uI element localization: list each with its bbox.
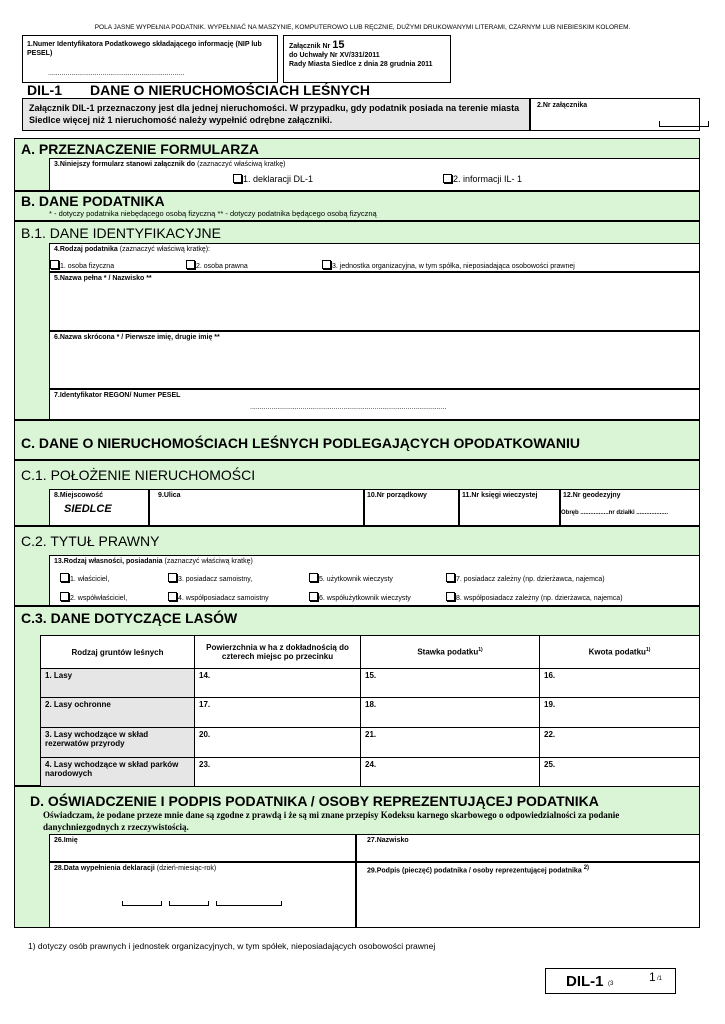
checkbox-icon[interactable] (309, 592, 318, 601)
attachment-resolution: do Uchwały Nr XV/331/2011 (289, 52, 380, 59)
land-register-label: 11.Nr księgi wieczystej (462, 492, 538, 499)
q3-label: 3.Niniejszy formularz stanowi załącznik do (54, 161, 196, 168)
forests-table (40, 635, 700, 786)
q13-option-1[interactable] (60, 573, 109, 583)
checkbox-icon[interactable] (443, 174, 452, 183)
rate-cell[interactable]: 24. (361, 758, 540, 787)
locality-field[interactable] (49, 489, 149, 526)
header-area: Powierzchnia w ha z dokładnością do czterech miejsc po przecinku (195, 636, 361, 669)
attachment-prefix: Załącznik Nr (289, 43, 331, 50)
section-b-title: B. DANE PODATNIKA (21, 193, 165, 209)
q13-option-1-label: 1. właściciel, (70, 576, 110, 583)
q3-option-1-label: 1. deklaracji DL-1 (243, 174, 314, 184)
short-name-field[interactable] (49, 331, 700, 389)
checkbox-icon[interactable] (50, 260, 59, 269)
intro-box (22, 98, 530, 131)
area-cell[interactable]: 23. (195, 758, 361, 787)
area-cell[interactable]: 14. (195, 669, 361, 698)
full-name-field[interactable] (49, 272, 700, 331)
section-c2-title: C.2. TYTUŁ PRAWNY (21, 533, 160, 549)
amount-cell[interactable]: 19. (540, 698, 700, 728)
geodesic-number-label: 12.Nr geodezyjny (563, 492, 621, 499)
page-total: /1 (657, 976, 663, 982)
last-name-field[interactable] (356, 834, 700, 862)
q4-option-2[interactable] (186, 260, 248, 270)
section-a-title: A. PRZEZNACZENIE FORMULARZA (21, 141, 259, 157)
signature-field[interactable] (356, 862, 700, 928)
checkbox-icon[interactable] (233, 174, 242, 183)
q13-option-2-label: 2. współwłaściciel, (70, 595, 128, 602)
header-land-type: Rodzaj gruntów leśnych (41, 636, 195, 669)
fill-instruction: POLA JASNE WYPEŁNIA PODATNIK. WYPEŁNIAĆ NA MASZYNIE, KOMPUTEROWO LUB RĘCZNIE, DUŻYMI DRUKOWANYMI LITERAMI, CZARNYM LUB NIEBIESKIM KOLOREM. (94, 24, 631, 31)
checkbox-icon[interactable] (309, 573, 318, 582)
last-name-label: 27.Nazwisko (367, 837, 409, 844)
signature-footnote-mark: 2) (583, 865, 590, 871)
q13-option-8-label: 8. współposiadacz zależny (np. dzierżawca, najemca) (456, 595, 623, 602)
q13-option-4[interactable] (168, 592, 269, 602)
section-a (14, 138, 700, 191)
row-label: 1. Lasy (41, 669, 195, 698)
rate-cell[interactable]: 18. (361, 698, 540, 728)
q3-option-1[interactable] (233, 174, 313, 184)
nip-field-label: 1.Numer Identyfikatora Podatkowego składającego informację (NIP lub PESEL) (27, 41, 262, 57)
fill-date-hint: (dzień-miesiąc-rok) (156, 865, 217, 872)
checkbox-icon[interactable] (446, 573, 455, 582)
amount-cell[interactable]: 16. (540, 669, 700, 698)
footer-code: DIL-1 (566, 973, 604, 990)
q13-option-7[interactable] (446, 573, 605, 583)
row-label: 4. Lasy wchodzące w skład parków narodowych (41, 758, 195, 787)
attachment-info-box (283, 35, 451, 83)
section-b1-title: B.1. DANE IDENTYFIKACYJNE (21, 225, 221, 241)
q13-option-7-label: 7. posiadacz zależny (np. dzierżawca, najemca) (456, 576, 605, 583)
section-c1-title: C.1. POŁOŻENIE NIERUCHOMOŚCI (21, 467, 256, 483)
section-c2 (14, 526, 700, 606)
q13-option-6[interactable] (309, 592, 411, 602)
q13-option-5-label: 5. użytkownik wieczysty (319, 576, 393, 583)
regon-pesel-dots: ..................................................................................................... (250, 404, 447, 411)
header-tax-amount: Kwota podatku$^{1)}$ (540, 636, 700, 669)
q4-option-3-label: 3. jednostka organizacyjna, w tym spółka, nieposiadająca osobowości prawnej (332, 263, 575, 270)
locality-label: 8.Miejscowość (54, 492, 104, 499)
nip-field-dots: ...................................................................... (48, 70, 185, 77)
q13-field (49, 555, 700, 606)
form-code: DIL-1 (27, 82, 62, 98)
checkbox-icon[interactable] (168, 592, 177, 601)
first-name-field[interactable] (49, 834, 356, 862)
checkbox-icon[interactable] (60, 573, 69, 582)
q4-hint: (zaznaczyć właściwą kratkę): (119, 246, 210, 253)
q13-option-4-label: 4. współposiadacz samoistny (178, 595, 269, 602)
table-row (41, 758, 700, 787)
fill-date-label: 28.Data wypełnienia deklaracji (54, 865, 155, 872)
table-row (41, 669, 700, 698)
section-c-title: C. DANE O NIERUCHOMOŚCIACH LEŚNYCH PODLEGAJĄCYCH OPODATKOWANIU (21, 435, 580, 451)
form-title: DANE O NIERUCHOMOŚCIACH LEŚNYCH (90, 82, 371, 98)
attachment-number-ticks (659, 121, 709, 127)
attachment-number-field[interactable] (530, 98, 700, 131)
q3-field (49, 158, 700, 191)
number-field[interactable] (364, 489, 459, 526)
q4-option-1[interactable] (50, 260, 114, 270)
q4-field (49, 243, 700, 272)
footnote: 1) dotyczy osób prawnych i jednostek organizacyjnych, w tym spółek, nieposiadających osobowości prawnej (28, 941, 436, 951)
checkbox-icon[interactable] (322, 260, 331, 269)
footer-code-box (545, 968, 676, 994)
section-c1 (14, 460, 700, 526)
section-c3-title: C.3. DANE DOTYCZĄCE LASÓW (21, 610, 238, 626)
row-label: 2. Lasy ochronne (41, 698, 195, 728)
table-row (41, 698, 700, 728)
area-cell[interactable]: 17. (195, 698, 361, 728)
q13-option-3-label: 3. posiadacz samoistny, (178, 576, 253, 583)
amount-cell[interactable]: 22. (540, 728, 700, 758)
checkbox-icon[interactable] (186, 260, 195, 269)
q13-option-6-label: 6. współużytkownik wieczysty (319, 595, 411, 602)
intro-text: Załącznik DIL-1 przeznaczony jest dla jednej nieruchomości. W przypadku, gdy podatnik posiada na terenie miasta Siedlce więcej niż 1 nieruchomość należy wypełnić odrębne załączniki. (29, 103, 520, 125)
q13-option-5[interactable] (309, 573, 393, 583)
locality-value: SIEDLCE (64, 503, 112, 515)
regon-pesel-label: 7.Identyfikator REGON/ Numer PESEL (54, 392, 181, 399)
q3-option-2[interactable] (443, 174, 522, 184)
section-b-note: * - dotyczy podatnika niebędącego osobą fizyczną ** - dotyczy podatnika będącego osobą fizyczną (49, 209, 377, 218)
q3-hint: (zaznaczyć właściwą kratkę) (197, 161, 286, 168)
attachment-number: 15 (332, 39, 345, 51)
q13-option-8[interactable] (446, 592, 623, 602)
short-name-label: 6.Nazwa skrócona * / Pierwsze imię, drugie imię ** (54, 334, 220, 341)
land-register-field[interactable] (459, 489, 560, 526)
q3-option-2-label: 2. informacji IL- 1 (453, 174, 523, 184)
street-label: 9.Ulica (158, 492, 181, 499)
q13-hint: (zaznaczyć właściwą kratkę) (164, 558, 253, 565)
first-name-label: 26.Imię (54, 837, 78, 844)
section-d-statement: Oświadczam, że podane przeze mnie dane są zgodne z prawdą i że są mi znane przepisy Kodeksu karnego skarbowego o odpowiedzialności za podanie danychniezgodnych z rzeczywistością. (43, 810, 620, 832)
q4-option-2-label: 2. osoba prawna (196, 263, 248, 270)
section-c (14, 420, 700, 460)
attachment-council: Rady Miasta Siedlce z dnia 28 grudnia 2011 (289, 61, 433, 68)
q13-label: 13.Rodzaj własności, posiadania (54, 558, 163, 565)
full-name-label: 5.Nazwa pełna * / Nazwisko ** (54, 275, 152, 282)
page-number: 1 (649, 970, 656, 984)
signature-label: 29.Podpis (pieczęć) podatnika / osoby reprezentującej podatnika (367, 867, 582, 875)
header-tax-rate: Stawka podatku$^{1)}$ (361, 636, 540, 669)
checkbox-icon[interactable] (60, 592, 69, 601)
section-c3 (14, 606, 700, 786)
table-row (41, 728, 700, 758)
footer-code-sub: (3 (608, 981, 614, 987)
attachment-number-label: 2.Nr załącznika (537, 102, 588, 109)
street-field[interactable] (149, 489, 364, 526)
fill-date-field[interactable] (49, 862, 356, 928)
rate-cell[interactable]: 21. (361, 728, 540, 758)
geodesic-number-sub: Obręb .................nr działki ................... (561, 510, 669, 516)
q4-label: 4.Rodzaj podatnika (54, 246, 118, 253)
date-day-ticks (122, 901, 162, 906)
checkbox-icon[interactable] (168, 573, 177, 582)
q4-option-3[interactable] (322, 260, 575, 270)
regon-pesel-field[interactable] (49, 389, 700, 420)
nip-field-box[interactable] (22, 35, 278, 83)
area-cell[interactable]: 20. (195, 728, 361, 758)
q4-option-1-label: 1. osoba fizyczna (60, 263, 115, 270)
checkbox-icon[interactable] (446, 592, 455, 601)
section-d-title: D. OŚWIADCZENIE I PODPIS PODATNIKA / OSOBY REPREZENTUJĄCEJ PODATNIKA (30, 793, 599, 809)
q13-option-3[interactable] (168, 573, 252, 583)
amount-cell[interactable]: 25. (540, 758, 700, 787)
q13-option-2[interactable] (60, 592, 127, 602)
section-b (14, 191, 700, 221)
rate-cell[interactable]: 15. (361, 669, 540, 698)
section-b1 (14, 221, 700, 420)
geodesic-number-field[interactable] (560, 489, 700, 526)
date-month-ticks (169, 901, 209, 906)
date-year-ticks (216, 901, 282, 906)
section-d (14, 786, 700, 928)
row-label: 3. Lasy wchodzące w skład rezerwatów przyrody (41, 728, 195, 758)
number-label: 10.Nr porządkowy (367, 492, 427, 499)
